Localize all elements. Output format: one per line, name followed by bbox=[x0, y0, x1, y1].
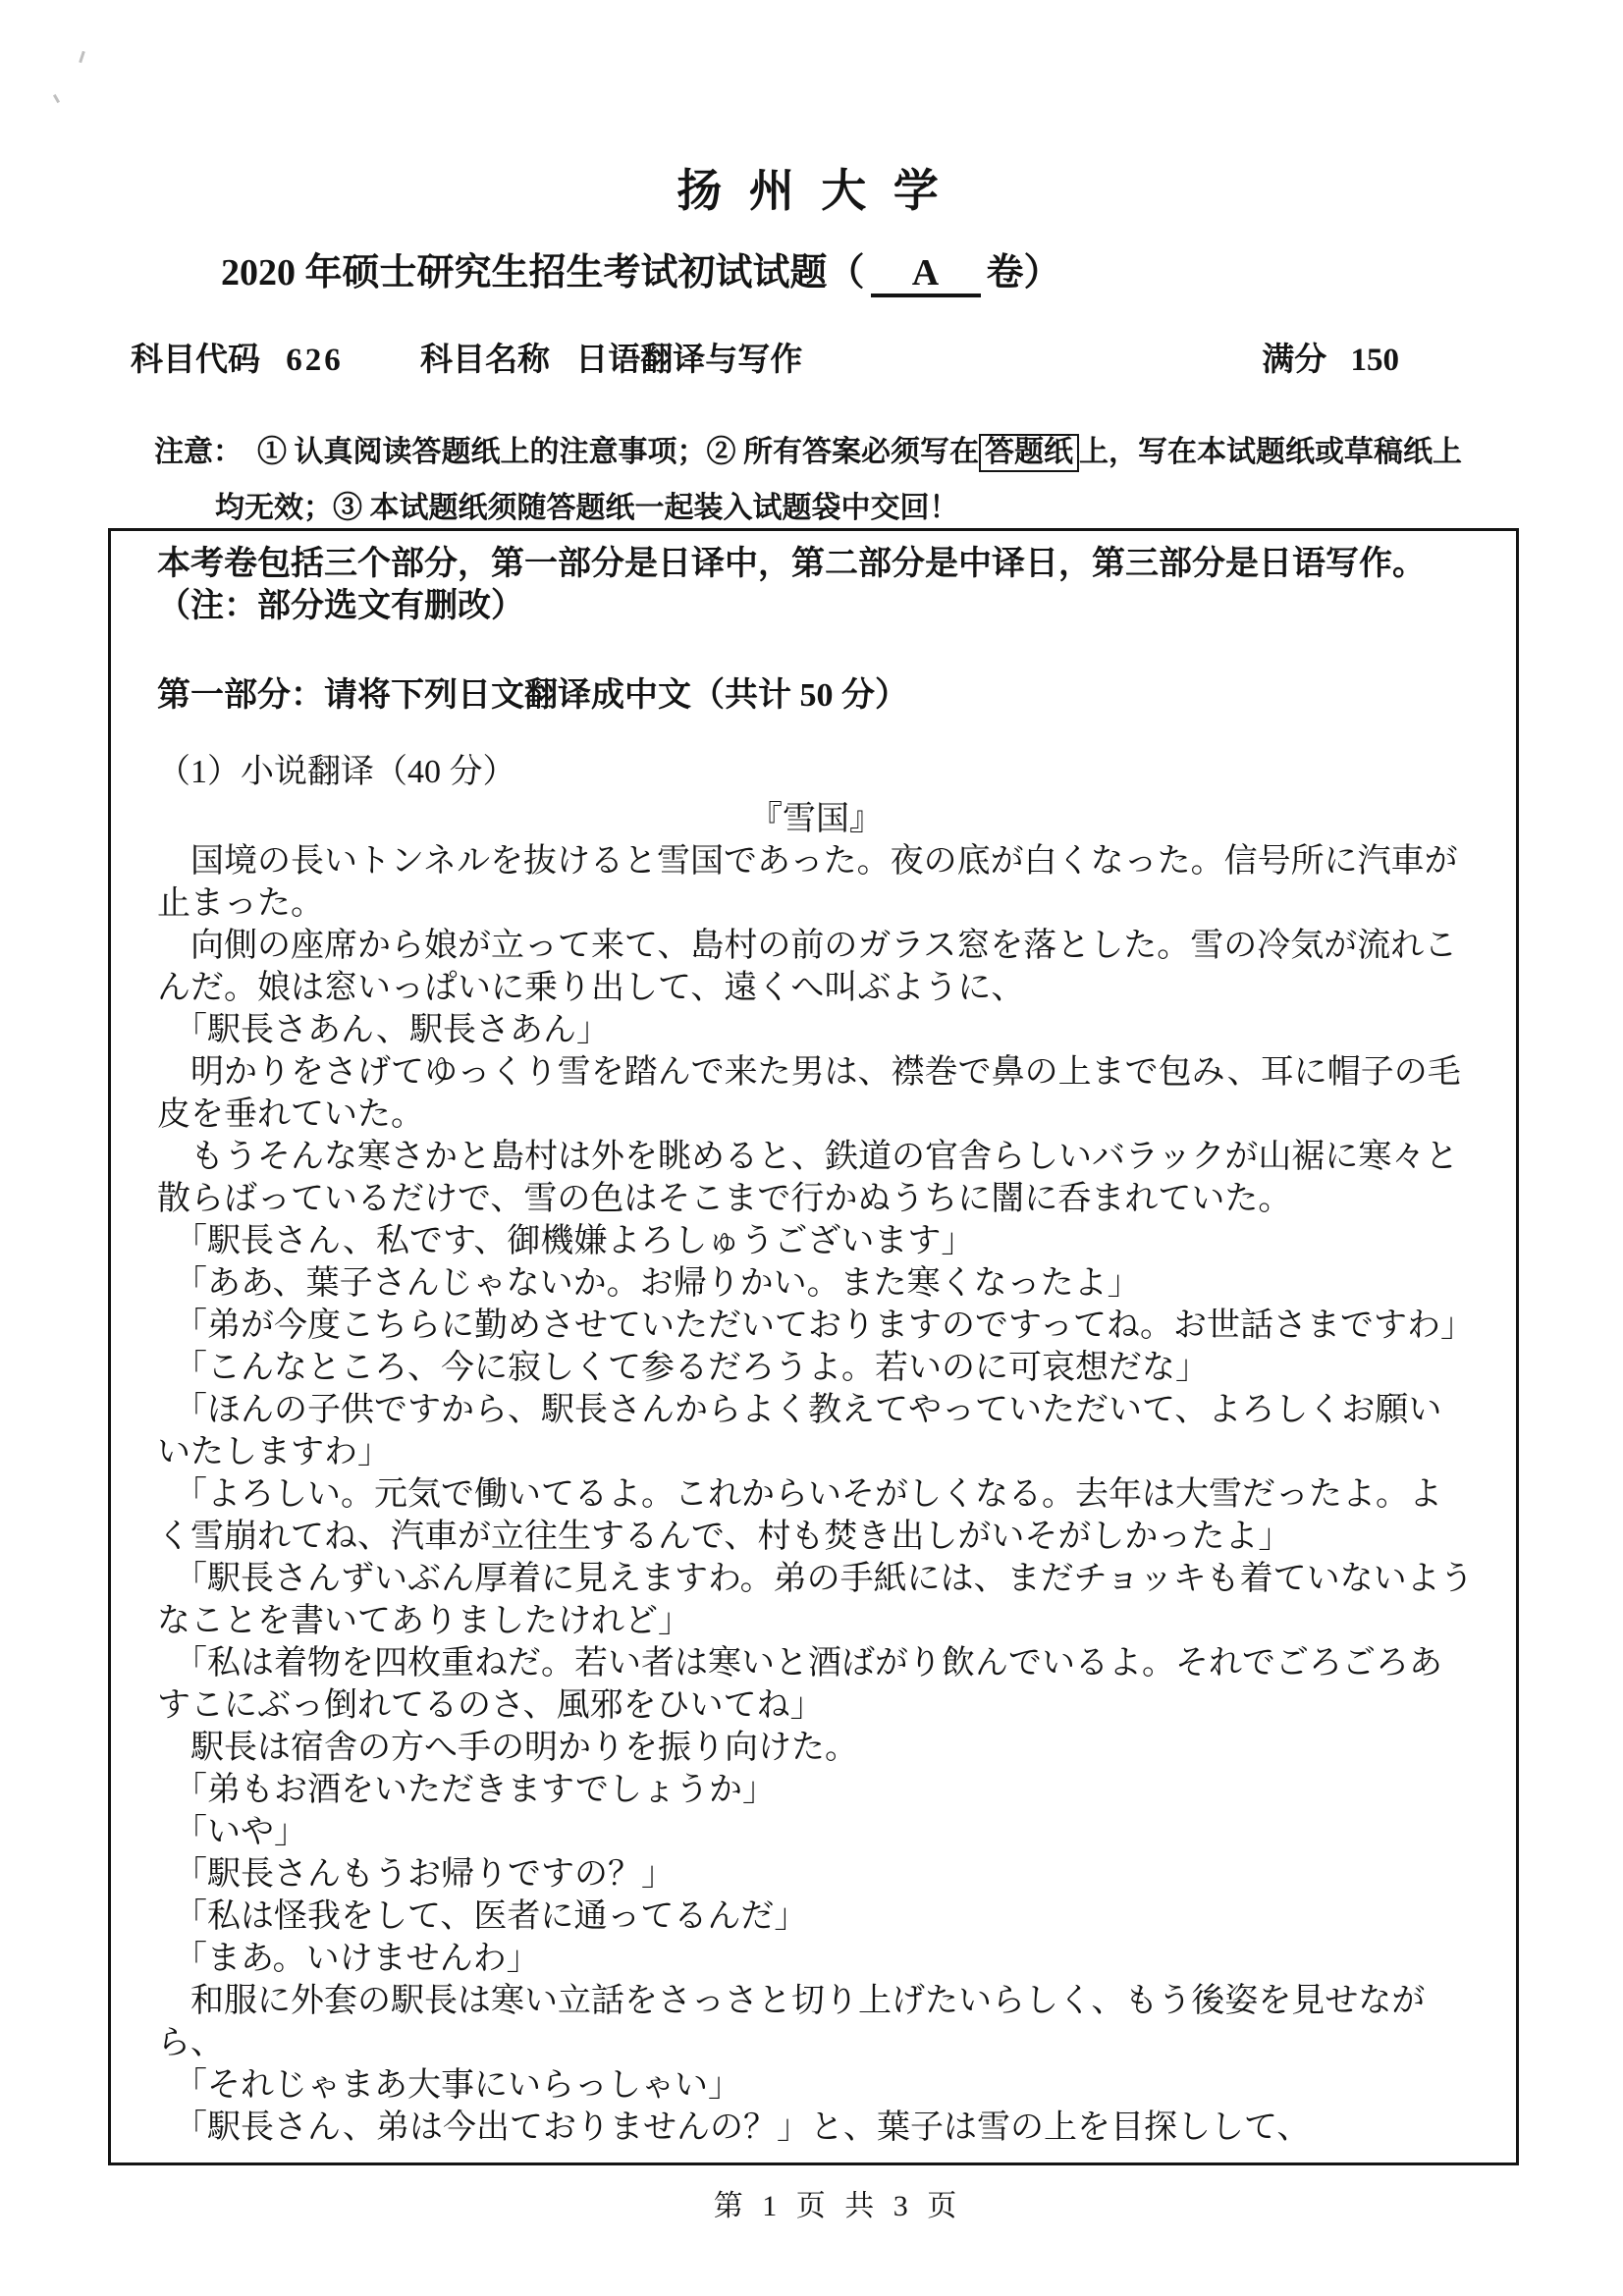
university-name: 扬 州 大 学 bbox=[676, 166, 947, 216]
novel-paragraph: 「私は着物を四枚重ねだ。若い者は寒いと酒ばがり飲んでいるよ。それでごろごろあすこにぶっ倒れてるのさ、風邪をひいてね」 bbox=[157, 1645, 1442, 1724]
novel-paragraph: 「それじゃまあ大事にいらっしゃい」 bbox=[157, 2067, 741, 2104]
scan-speck bbox=[53, 94, 60, 103]
notice-line-1 bbox=[154, 424, 1509, 480]
scan-speck bbox=[79, 51, 85, 63]
novel-paragraph: 「ああ、葉子さんじゃないか。お帰りかい。また寒くなったよ」 bbox=[157, 1265, 1141, 1302]
page-indicator: 第 1 页 共 3 页 bbox=[713, 2190, 963, 2222]
novel-paragraph: 「駅長さんもうお帰りですの？」 bbox=[157, 1856, 675, 1893]
novel-paragraph: 「こんなところ、今に寂しくて参るだろうよ。若いのに可哀想だな」 bbox=[157, 1350, 1209, 1386]
full-score bbox=[1262, 334, 1399, 380]
novel-paragraph: 「駅長さん、弟は今出ておりませんの？」と、葉子は雪の上を目探しして、 bbox=[157, 2109, 1311, 2146]
novel-paragraph: 明かりをさげてゆっくり雪を踏んで来た男は、襟巻で鼻の上まで包み、耳に帽子の毛皮を垂れていた。 bbox=[157, 1054, 1461, 1133]
novel-paragraph: 「弟が今度こちらに勤めさせていただいておりますのですってね。お世話さまですわ」 bbox=[157, 1308, 1474, 1344]
answer-sheet-boxed-term: 答题纸 bbox=[979, 434, 1079, 472]
novel-paragraph: 「よろしい。元気で働いてるよ。これからいそがしくなる。去年は大雪だったよ。よく雪崩れてね、汽車が立往生するんで、村も焚き出しがいそがしかったよ」 bbox=[157, 1476, 1442, 1555]
exam-structure-intro: 本考卷包括三个部分，第一部分是日译中，第二部分是中译日，第三部分是日语写作。 bbox=[157, 546, 1426, 582]
full-score-label: 满分 bbox=[1262, 343, 1327, 378]
notice-text-before-box: 注意： ① 认真阅读答题纸上的注意事项；② 所有答案必须写在 bbox=[154, 436, 979, 468]
novel-paragraph: 向側の座席から娘が立って来て、島村の前のガラス窓を落とした。雪の冷気が流れこんだ。娘は窓いっぱいに乗り出して、遠くへ叫ぶように、 bbox=[157, 928, 1458, 1006]
question-content-box bbox=[108, 528, 1519, 2165]
paper-version-blank: A bbox=[871, 254, 981, 297]
novel-paragraph: 「駅長さんずいぶん厚着に見えますわ。弟の手紙には、まだチョッキも着ていないようなことを書いてありましたけれど」 bbox=[157, 1561, 1474, 1639]
subject-info bbox=[131, 334, 802, 380]
exam-title-prefix: 2020 年硕士研究生招生考试初试试题（ bbox=[221, 252, 865, 294]
exam-title-suffix: 卷） bbox=[986, 252, 1061, 294]
novel-paragraphs bbox=[157, 840, 1475, 2149]
part1-heading: 第一部分：请将下列日文翻译成中文（共计 50 分） bbox=[157, 677, 908, 714]
notice-block bbox=[154, 424, 1509, 536]
novel-title: 『雪国』 bbox=[749, 801, 883, 837]
section1-heading: （1）小说翻译（40 分） bbox=[157, 754, 516, 790]
novel-paragraph: 「いや」 bbox=[157, 1814, 307, 1850]
novel-paragraph: 「私は怪我をして、医者に通ってるんだ」 bbox=[157, 1898, 808, 1935]
novel-paragraph: 国境の長いトンネルを抜けると雪国であった。夜の底が白くなった。信号所に汽車が止まった。 bbox=[157, 843, 1458, 922]
subject-name-value: 日语翻译与写作 bbox=[575, 343, 803, 378]
novel-paragraph: 「駅長さん、私です、御機嫌よろしゅうございます」 bbox=[157, 1223, 975, 1259]
subject-code-value: 626 bbox=[286, 343, 344, 378]
novel-paragraph: 駅長は宿舎の方へ手の明かりを振り向けた。 bbox=[157, 1730, 858, 1766]
subject-row bbox=[131, 334, 1399, 380]
novel-paragraph: もうそんな寒さかと島村は外を眺めると、鉄道の官舎らしいバラックが山裾に寒々と散らばっているだけで、雪の色はそこまで行かぬうちに闇に呑まれていた。 bbox=[157, 1139, 1459, 1217]
novel-paragraph: 「弟もお酒をいただきますでしょうか」 bbox=[157, 1772, 777, 1808]
notice-line-2: 均无效；③ 本试题纸须随答题纸一起装入试题袋中交回！ bbox=[215, 492, 959, 524]
notice-text-after-box: 上，写在本试题纸或草稿纸上 bbox=[1079, 436, 1462, 468]
subject-name-label: 科目名称 bbox=[420, 343, 550, 378]
full-score-value: 150 bbox=[1350, 343, 1399, 378]
exam-title bbox=[221, 241, 1061, 297]
subject-code-label: 科目代码 bbox=[131, 343, 260, 378]
novel-paragraph: 「まあ。いけませんわ」 bbox=[157, 1941, 540, 1977]
selection-edit-note: （注：部分选文有删改） bbox=[157, 588, 524, 624]
novel-paragraph: 「ほんの子供ですから、駅長さんからよく教えてやっていただいて、よろしくお願いいたしますわ」 bbox=[157, 1392, 1442, 1470]
novel-paragraph: 和服に外套の駅長は寒い立話をさっさと切り上げたいらしく、もう後姿を見せながら、 bbox=[157, 1983, 1426, 2061]
novel-paragraph: 「駅長さあん、駅長さあん」 bbox=[157, 1012, 611, 1048]
page-footer bbox=[0, 2148, 1623, 2258]
